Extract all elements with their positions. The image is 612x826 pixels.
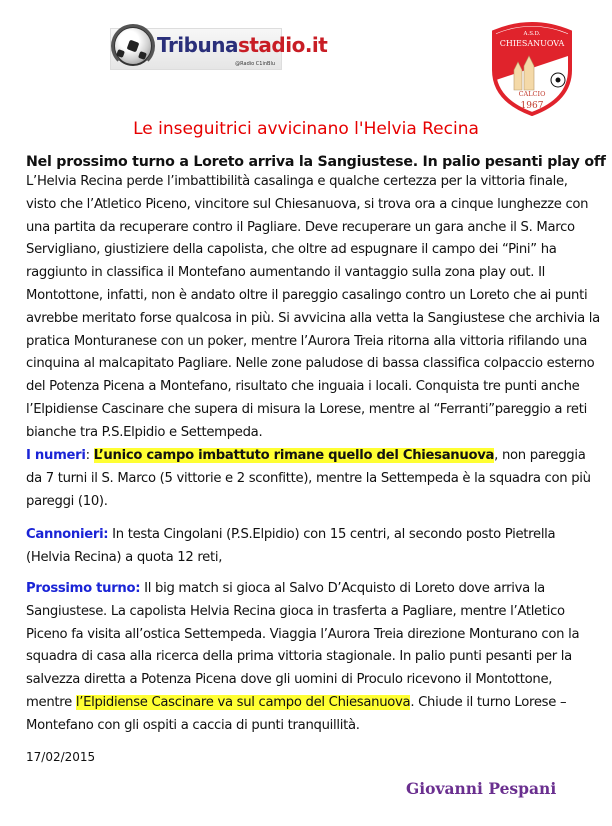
prossimo-turno-text: Il big match si gioca al Salvo D’Acquisto di Loreto dove arriva la Sangiustese. La capolista Helvia Recina gioca in trasferta a Pagliare, mentre l’Atletico Piceno fa visita all’ostica Settempeda. Viaggia l’Aurora Treia direzione Monturano con la squadra di casa alla ricerca della prima vittoria stagionale. In palio punti pesanti per la salvezza diretta a Potenza Picena dove gli uomini di Proculo ricevono il Montottone, mentre <box>26 581 580 710</box>
numeri-text: , non pareggia da 7 turni il S. Marco (5 vittorie e 2 sconfitte), mentre la Settempeda è la squadra con più pareggi (10). <box>26 448 591 509</box>
prossimo-turno-label: Prossimo turno: <box>26 581 141 596</box>
paragraph-numeri <box>26 445 601 513</box>
ball-patch <box>556 78 561 83</box>
crest-name-text: CHIESANUOVA <box>499 39 565 48</box>
article-subtitle: Nel prossimo turno a Loreto arriva la Sangiustese. In palio pesanti play off <box>26 154 606 170</box>
numeri-label: I numeri <box>26 448 86 463</box>
numeri-colon: : <box>85 448 94 463</box>
paragraph-prossimo-turno <box>26 578 601 738</box>
paragraph-summary: L’Helvia Recina perde l’imbattibilità casalinga e qualche certezza per la vittoria finale, visto che l’Atletico Piceno, vincitore sul Chiesanuova, si trova ora a cinque lunghezze con una partita da recuperare contro il Pagliare. Deve recuperare un gara anche il S. Marco Servigliano, giustiziere della capolista, che oltre ad espugnare il campo dei “Pini” ha raggiunto in classifica il Montefano aumentando il vantaggio sulla zona play out. Il Montottone, infatti, non è andato oltre il pareggio casalingo contro un Loreto che ai punti avrebbe meritato forse qualcosa in più. Si avvicina alla vetta la Sangiustese che archivia la pratica Monturanese con un poker, mentre l’Aurora Treia ritorna alla vittoria rifilando una cinquina al malcapitato Pagliare. Nelle zone paludose di bassa classifica colpaccio esterno del Potenza Picena a Montefano, risultato che inguaia i locali. Conquista tre punti anche l’Elpidiense Cascinare che supera di misura la Lorese, mentre al “Ferranti”pareggio a reti bianche tra P.S.Elpidio e Settempeda. <box>26 174 600 440</box>
crest-calcio-text: CALCIO <box>518 90 546 98</box>
soccer-ball-icon <box>113 26 153 66</box>
chiesanuova-crest <box>484 18 580 116</box>
tribunastadio-logo <box>110 28 328 70</box>
crest-top-text: A.S.D. <box>523 31 541 37</box>
prossimo-turno-text-end: . Chiude il turno Lorese – Montefano con gli ospiti a caccia di punti tranquillità. <box>26 694 567 733</box>
article-author: Giovanni Pespani <box>406 779 557 798</box>
paragraph-cannonieri <box>26 524 601 570</box>
brand-part-1: Tribuna <box>157 33 238 57</box>
cannonieri-label: Cannonieri: <box>26 527 109 542</box>
brand-sub: @Radio C1inBlu <box>235 61 275 67</box>
cannonieri-text: In testa Cingolani (P.S.Elpidio) con 15 centri, al secondo posto Pietrella (Helvia Recina) a quota 12 reti, <box>26 527 556 565</box>
numeri-highlight: L’unico campo imbattuto rimane quello del Chiesanuova <box>93 448 495 463</box>
article-title: Le inseguitrici avvicinano l'Helvia Recina <box>133 119 479 139</box>
brand-name <box>157 33 327 57</box>
prossimo-turno-highlight: l’Elpidiense Cascinare va sul campo del Chiesanuova <box>75 694 411 710</box>
crest-year-text: 1967 <box>520 101 544 111</box>
brand-part-2: stadio.it <box>237 33 328 57</box>
article-date: 17/02/2015 <box>26 750 96 764</box>
